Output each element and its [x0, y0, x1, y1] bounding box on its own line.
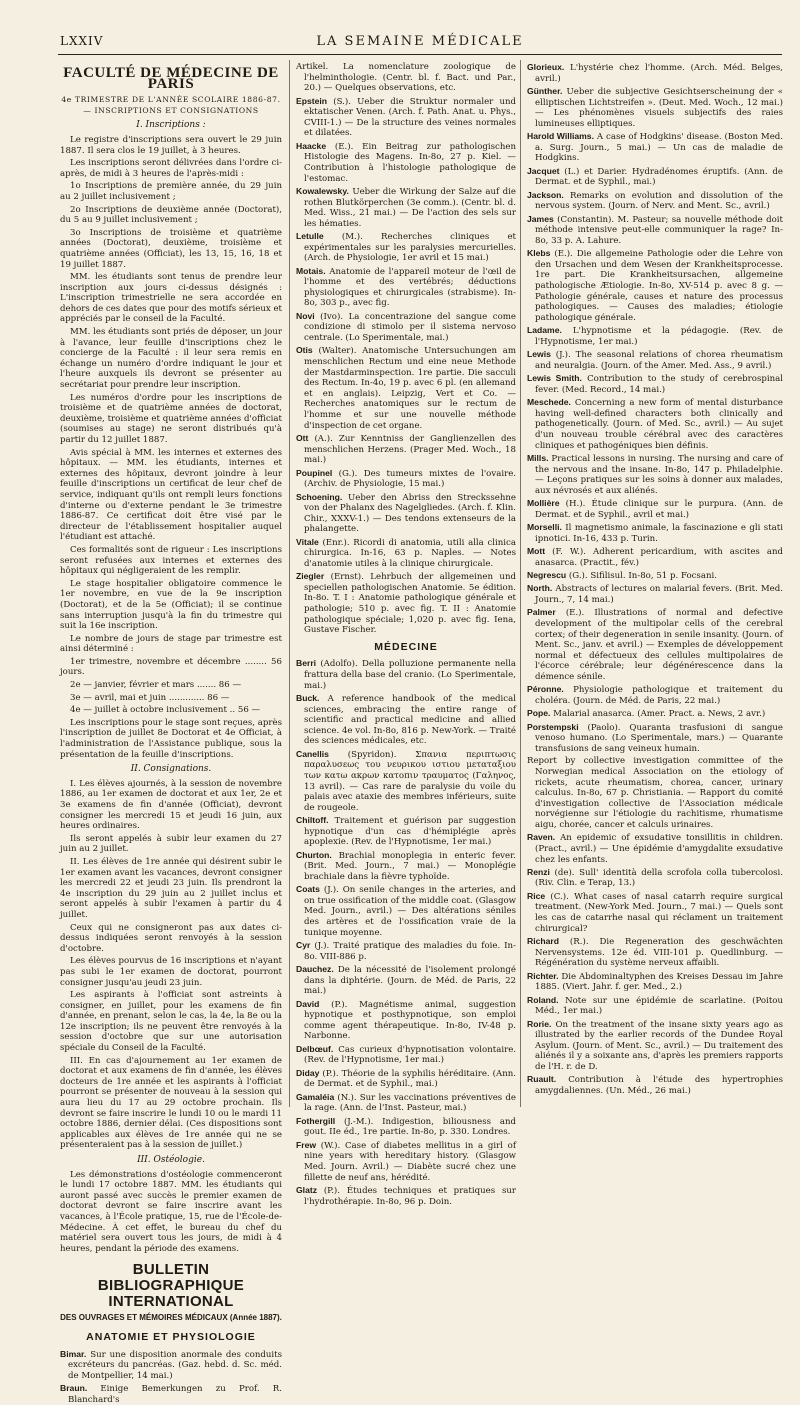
bibliography-entry — [296, 492, 516, 535]
entry-text: (P.). Théorie de la syphilis héréditaire. (Ann. de Dermat. et de Syphil., mai.) — [304, 1068, 516, 1090]
paragraph: I. Les élèves ajournés, à la session de novembre 1886, au 1er examen de doctorat et aux 1er, 2e et 3e examens de fin d'année (Officiat), devront consigner les mercredi 15 et jeudi 16 juin, aux heures ordinaires. — [60, 778, 282, 832]
entry-author: Dauchez. — [296, 964, 334, 975]
bibliography-entry — [527, 684, 783, 706]
entry-author: Gamaléia — [296, 1091, 335, 1102]
entry-author: Vitale — [296, 536, 319, 547]
entry-author: David — [296, 998, 320, 1009]
paragraph: Les inscriptions pour le stage sont reçues, après l'inscription de juillet 8e Doctorat et 4e Officiat, à l'administration de l'Assistance publique, sous la présentation de la feuille d'inscriptions. — [60, 717, 282, 760]
paragraph: MM. les étudiants sont tenus de prendre leur inscription aux jours ci-dessus désignés : L'inscription trimestrielle ne sera accordée en dehors de ces dates que pour des motifs sérieux et appréciés par le conseil de la Faculté. — [60, 272, 282, 325]
paragraph: Le stage hospitalier obligatoire commence le 1er novembre, en vue de la 9e inscription (Doctorat), et de la 5e (Officiat); il se continue sans interruption jusqu'à la fin du trimestre qui suit la 16e inscription. — [60, 578, 282, 632]
entry-text: A case of Hodgkins' disease. (Boston Med. a. Surg. Journ., 5 mai.) — Un cas de maladie de Hodgkins. — [535, 132, 784, 164]
entry-author: Poupinel — [296, 467, 333, 478]
paragraph: 2e — janvier, février et mars ....... 86 — — [70, 680, 242, 691]
entry-author: Rorie. — [527, 1018, 552, 1029]
running-head — [60, 34, 780, 52]
entry-author: Roland. — [527, 994, 559, 1005]
entry-text: (C.). What cases of nasal catarrh require surgical treatment. (New-York Med. Journ., 7 mai.) — Quels sont les cas de catarrhe nasal qui réclament un traitement chirurgical? — [535, 891, 783, 934]
entry-text: Ueber die Wirkung der Salze auf die rothen Blutkörperchen (3e comm.). (Centr. bl. d. Med. Wiss., 21 mai.) — De l'action des sels sur les hématies. — [304, 186, 517, 229]
bibliography-entry — [527, 498, 783, 520]
entry-author: Pope. — [527, 708, 551, 719]
bibliography-entry — [527, 722, 783, 755]
entry-author: Cyr — [296, 940, 311, 951]
entry-author: Ott — [296, 432, 309, 443]
entry-text: L'hystérie chez l'homme. (Arch. Méd. Belges, avril.) — [535, 63, 783, 84]
entry-text: Ueber die subjective Gesichtserscheinung der « elliptischen Lichtstreifen ». (Deut. Med. Woch., 12 mai.) — Les phénomènes visuels subjectifs des raies lumineuses elliptiques. — [535, 86, 783, 129]
bibliography-entry — [527, 131, 783, 164]
entry-author: Buck. — [296, 693, 320, 704]
entry-author: Epstein — [296, 95, 328, 106]
bibliography-entry — [296, 468, 516, 490]
entry-author: Otis — [296, 345, 313, 356]
bibliography-entry — [527, 214, 783, 247]
entry-author: Berri — [296, 658, 317, 669]
column-rule — [289, 60, 290, 1107]
entry-text: Einige Bemerkungen zu Prof. R. Blanchard's — [68, 1384, 282, 1405]
entry-author: Mott — [527, 546, 546, 557]
bibliography-entry — [527, 349, 783, 371]
middle-column — [296, 62, 517, 1207]
entry-author: Chiltoff. — [296, 815, 329, 826]
entry-text: (E.). Ein Beitrag zur pathologischen Histologie des Magens. In-8o, 27 p. Kiel. — Contribution à l'histologie pathologique de l'estomac. — [304, 141, 516, 184]
bibliography-entry — [296, 345, 516, 431]
entry-text: (J.). Traité pratique des maladies du foie. In-8o. VIII-886 p. — [304, 941, 516, 962]
right-column — [527, 62, 783, 1111]
bibliography-entry — [527, 546, 783, 568]
entry-text: Traitement et guérison par suggestion hypnotique d'un cas d'hémiplégie après apoplexie. (Rev. de l'Hypnotisme, 1er mai.) — [304, 816, 517, 848]
bibliography-entry — [296, 433, 516, 466]
bibliography-entry — [296, 1116, 516, 1138]
bibliography-entry — [527, 453, 783, 496]
entry-author: Bimar. — [60, 1348, 87, 1359]
paragraph: Les démonstrations d'ostéologie commenceront le lundi 17 octobre 1887. MM. les étudiants qui auront passé avec succès le premier examen de doctorat devront se faire inscrire avant les vacances, à l'École pratique, 15, rue de l'École-de-Médecine. À cet effet, le bureau du chef du matériel sera ouvert tous les jours, de midi à 4 heures, pendant la période des examens. — [60, 1169, 282, 1254]
bibliography-entry — [296, 1140, 516, 1183]
entry-text: De la nécessité de l'isolement prolongé dans la diphtérie. (Journ. de Méd. de Paris, 22 mai.) — [304, 965, 516, 997]
entry-author: Richard — [527, 936, 559, 947]
bibliography-entry — [296, 571, 516, 636]
bibliography-entry — [296, 62, 516, 94]
bibliography-entry — [527, 62, 783, 84]
entry-text: Die Abdominaltyphen des Kreises Dessau im Jahre 1885. (Viert. Jahr. f. ger. Med., 2.) — [535, 971, 783, 993]
entry-text: Brachial monoplegia in enteric fever. (Brit. Med. Journ., 7 mai.) — Monoplégie brachiale dans la fièvre typhoïde. — [304, 850, 516, 882]
bibliography-entry — [527, 867, 783, 889]
entry-text: L'hypnotisme et la pédagogie. (Rev. de l'Hypnotisme, 1er mai.) — [535, 326, 783, 347]
entry-author: Braun. — [60, 1383, 88, 1394]
bibliography-entry — [527, 891, 783, 934]
entry-text: (Spyridon). Σπανια περιπτωσις παραλυσεως του νευρικου ιστιου μεταταξιου των κατω ακρων κατοπιν τραυματος (Γαληνος, 13 avril). — Cas rare de paralysie du voile du palais avec ataxie des membres inférieurs, suite de rougeole. — [304, 749, 516, 813]
entry-text: Contribution à l'étude des hypertrophies amygdaliennes. (Un. Méd., 26 mai.) — [535, 1075, 784, 1096]
entry-text: On the treatment of the insane sixty years ago as illustrated by the earlier records of the Dundee Royal Asylum. (Journ. of Ment. Sc., avril.) — Du traitement des aliénés il y a soixante ans, d'après les premiers rapports de l'H. r. de D. — [535, 1019, 784, 1072]
bibliography-entry — [296, 815, 516, 848]
entry-author: Richter. — [527, 970, 559, 981]
bibliography-entry — [296, 1092, 516, 1114]
rubric-heading: ANATOMIE ET PHYSIOLOGIE — [86, 1330, 256, 1343]
entry-author: Porstempski — [527, 721, 579, 732]
entry-text: Report by collective investigation committee of the Norwegian medical Association on the etiology of rickets, acute rheumatism, chorea, cancer, urinary calculus. In-8o, 67 p. Christiania. — Rapport du comité d'investigation collective de l'Association médicale norvégienne sur l'étiologie du rachitisme, rhumatisme aigu, chorée, cancer et calculs urinaires. — [527, 756, 783, 830]
paragraph: III. En cas d'ajournement au 1er examen de doctorat et aux examens de fin d'année, les élèves docteurs de 1re année et les aspirants à l'officiat pourront se présenter de nouveau à la session qui aura lieu du 17 au 29 octobre prochain. Ils devront se faire inscrire le lundi 10 ou le mardi 11 octobre 1886, dernier délai. (Ces dispositions sont applicables aux élèves de 1re année qui ne se présenteraient pas à la session de juillet.) — [60, 1055, 282, 1151]
entry-author: Lewis Smith. — [527, 373, 582, 384]
entry-text: (Ivo). La concentrazione del sangue come condizione di stimolo per il sistema nervoso centrale. (Lo Sperimentale, mai.) — [304, 311, 517, 344]
entry-text: (G.). Sifilisul. In-8o, 51 p. Focsani. — [568, 571, 717, 582]
entry-text: (J.). On senile changes in the arteries, and on true ossification of the middle coat. (Glasgow Med. Journ., avril.) — Des altérations séniles des artères et de l'ossification vraie de la tunique moyenne. — [304, 885, 516, 938]
entry-author: Meschede. — [527, 397, 571, 408]
entry-text: An epidemic of exsudative tonsillitis in children. (Pract., avril.) — Une épidémie d'amygdalite exsudative chez les enfants. — [535, 833, 784, 865]
entry-author: Günther. — [527, 85, 563, 96]
entry-author: Palmer — [527, 607, 556, 618]
bibliography-entry — [527, 570, 783, 582]
entry-author: Negrescu — [527, 570, 567, 581]
entry-author: Coats — [296, 884, 320, 895]
bibliography-entry — [296, 537, 516, 570]
entry-text: (G.). Des tumeurs mixtes de l'ovaire. (Archiv. de Physiologie, 15 mai.) — [304, 468, 517, 490]
bibliography-list — [60, 1349, 282, 1405]
bibliography-entry — [296, 749, 516, 814]
bibliography-entry — [296, 658, 516, 691]
bibliography-entry — [296, 884, 516, 938]
bulletin-subtitle: DES OUVRAGES ET MÉMOIRES MÉDICAUX (Année 1887). — [60, 1313, 282, 1323]
entry-text: (W.). Case of diabetes mellitus in a girl of nine years with hereditary history. (Glasgow Med. Journ. Avril.) — Diabète sucré chez une fillette de neuf ans, hérédité. — [304, 1140, 517, 1183]
header-rule — [58, 54, 782, 55]
entry-author: Raven. — [527, 832, 556, 843]
bibliography-entry — [296, 266, 516, 309]
paragraph: 1er trimestre, novembre et décembre ........ 56 jours. — [60, 656, 282, 678]
left-column — [60, 62, 282, 1405]
bibliography-entry — [296, 1185, 516, 1207]
section-heading: I. Inscriptions : — [136, 120, 206, 131]
bibliography-list — [296, 62, 516, 636]
entry-text: Practical lessons in nursing. The nursing and care of the nervous and the insane. In-8o, 147 p. Philadelphie. — Leçons pratiques sur les soins à donner aux malades, aux névrosés et aux aliénés. — [535, 453, 783, 496]
entry-author: Churton. — [296, 849, 332, 860]
bibliography-entry — [527, 190, 783, 212]
entry-author: Kowalewsky. — [296, 185, 349, 196]
paragraph: MM. les étudiants sont priés de déposer, un jour à l'avance, leur feuille d'inscriptions chez le concierge de la Faculté : il leur sera remis en échange un numéro d'ordre indiquant le jour et l'heure auxquels ils devront se présenter au secrétariat pour prendre leur inscription. — [60, 327, 282, 391]
bibliography-entry — [527, 832, 783, 865]
entry-author: Glorieux. — [527, 62, 565, 72]
entry-author: Novi — [296, 310, 315, 321]
entry-text: (Adolfo). Della polluzione permanente nella frattura della base del cranio. (Lo Sperimentale, mai.) — [304, 659, 516, 691]
bibliography-list — [527, 62, 783, 1097]
bibliography-entry — [527, 373, 783, 395]
bibliography-entry — [527, 756, 783, 830]
bibliography-entry — [527, 325, 783, 347]
entry-text: (R.). Die Regeneration des geschwächten Nervensystems. 12e éd. VIII-101 p. Quedlinburg. — Régénération du système nerveux affaibli. — [535, 937, 783, 969]
paragraph: Les élèves pourvus de 16 inscriptions et n'ayant pas subi le 1er examen de doctorat, pourront consigner jusqu'au jeudi 23 juin. — [60, 956, 282, 988]
entry-author: Fothergill — [296, 1115, 336, 1126]
bibliography-entry — [527, 936, 783, 969]
bibliography-entry — [296, 1068, 516, 1090]
bibliography-entry — [527, 607, 783, 682]
entry-text: (Enr.). Ricordi di anatomia, utili alla clinica chirurgica. In-16, 63 p. Naples. — Notes d'anatomie utiles à la clinique chirurgicale. — [304, 537, 516, 569]
entry-text: (H.). Étude clinique sur le purpura. (Ann. de Dermat. et de Syphil., avril et mai.) — [535, 499, 784, 520]
bibliography-entry — [527, 1019, 783, 1073]
entry-author: Motais. — [296, 265, 326, 276]
bibliography-entry — [527, 166, 783, 188]
rubric-heading: MÉDECINE — [374, 640, 438, 653]
entry-text: Sur une disposition anormale des conduits excréteurs du pancréas. (Gaz. hebd. d. Sc. méd. de Montpellier, 14 mai.) — [68, 1349, 282, 1381]
bibliography-entry — [296, 940, 516, 962]
entry-text: Artikel. La nomenclature zoologique de l'helminthologie. (Centr. bl. f. Bact. und Par., 20.) — Quelques observations, etc. — [296, 62, 516, 94]
entry-text: (M.). Recherches cliniques et expérimentales sur les paralysies mercurielles. (Arch. de Physiologie, 1er avril et 15 mai.) — [304, 232, 516, 264]
entry-author: Péronne. — [527, 684, 564, 695]
bibliography-entry — [60, 1383, 282, 1405]
entry-author: Schoening. — [296, 491, 343, 502]
entry-author: Canellis — [296, 748, 329, 759]
entry-text: Anatomie de l'appareil moteur de l'œil de l'homme et des vertébrés; déductions physiologiques et chirurgicales (strabisme). In-8o, 303 p., avec fig. — [304, 266, 516, 309]
column-rule — [520, 60, 521, 1107]
entry-author: Jackson. — [527, 189, 564, 200]
bibliography-entry — [527, 995, 783, 1017]
entry-author: Letulle — [296, 231, 324, 242]
entry-author: Renzi — [527, 866, 550, 877]
entry-author: Delbœuf. — [296, 1043, 334, 1054]
paragraph: Ceux qui ne consigneront pas aux dates ci-dessus indiquées seront renvoyés à la session d'octobre. — [60, 922, 282, 954]
entry-author: Ziegler — [296, 571, 325, 582]
section-heading: II. Consignations. — [130, 764, 212, 775]
entry-text: (A.). Zur Kenntniss der Ganglienzellen des menschlichen Herzens. (Prager Med. Woch., 18 mai.) — [304, 433, 516, 466]
entry-author: Klebs — [527, 248, 551, 259]
consignations-text — [60, 779, 282, 1151]
paragraph: 3o Inscriptions de troisième et quatrième années (Doctorat), deuxième, troisième et quatrième années (Officiat), les 13, 15, 16, 18 et 19 juillet 1887. — [60, 227, 282, 270]
bibliography-entry — [527, 1074, 783, 1096]
bibliography-entry — [527, 248, 783, 323]
entry-author: Morselli. — [527, 522, 562, 533]
entry-text: (Walter). Anatomische Untersuchungen am menschlichen Rectum und eine neue Methode der Mastdarminspection. 1re partie. Die sacculi des Rectum. In-4o, 19 p. avec 6 pl. (en allemand et en anglais). Leipzig, Vert et Co. — Recherches anatomiques sur le rectum de l'homme et sur une nouvelle méthode d'inspection de cet organe. — [304, 346, 517, 431]
bulletin-title: BULLETIN BIBLIOGRAPHIQUE INTERNATIONAL — [97, 1261, 245, 1311]
entry-text: (Paolo). Quaranta trasfusioni di sangue venoso humano. (Lo Sperimentale, mars.) — Quarante transfusions de sang veineux humain. — [535, 722, 783, 754]
bibliography-list — [296, 658, 516, 1207]
faculty-subtitle: 4e TRIMESTRE DE L'ANNÉE SCOLAIRE 1886-87. — INSCRIPTIONS ET CONSIGNATIONS — [61, 95, 281, 115]
entry-text: (E.). Die allgemeine Pathologie oder die Lehre von den Ursachen und dem Wesen der Krankheitsprocesse. 1re part. Die Krankheitsursachen, allgemeine pathologische Ætiologie. In-8o, XV-514 p. avec 8 g. — Pathologie générale, causes et nature des processus pathologiques. — Causes des maladies; étiologie pathologique générale. — [535, 249, 784, 323]
entry-text: Il magnetismo animale, la fascinazione e gli stati ipnotici. In-16, 433 p. Turin. — [535, 523, 783, 544]
bibliography-entry — [296, 311, 516, 344]
bibliography-entry — [296, 850, 516, 883]
paragraph: II. Les élèves de 1re année qui désirent subir le 1er examen avant les vacances, devront consigner les mercredi 22 et jeudi 23 juin. Ils prendront la 4e inscription du 29 juin au 2 juillet inclus et seront appelés à subir l'examen à partir du 4 juillet. — [60, 856, 282, 920]
page-folio: LXXIV — [60, 34, 104, 48]
paragraph: Les aspirants à l'officiat sont astreints à consigner, en juillet, pour les examens de fin d'année, en prenant, selon le cas, la 4e, la 8e ou la 12e inscription; ils ne peuvent être renvoyés à la session d'octobre que sur une autorisation spéciale du Conseil de la Faculté. — [60, 990, 282, 1054]
entry-author: Harold Williams. — [527, 131, 594, 142]
paragraph: Avis spécial à MM. les internes et externes des hôpitaux. — MM. les étudiants, internes et externes des hôpitaux, devront joindre à leur feuille d'inscriptions un certificat de leur chef de service, indiquant qu'ils ont rempli leurs fonctions d'interne ou d'externe pendant le 3e trimestre 1886-87. Ce certificat doit être visé par le directeur de l'établissement hospitalier auquel l'étudiant est attaché. — [60, 447, 282, 543]
paragraph: 2o Inscriptions de deuxième année (Doctorat), du 5 au 9 juillet inclusivement ; — [60, 204, 282, 226]
entry-author: Haacke — [296, 140, 327, 151]
entry-text: A reference handbook of the medical sciences, embracing the entire range of scientific and practical medicine and allied science. 4e vol. In-8o, 816 p. New-York. — Traité des sciences médicales, etc. — [304, 694, 516, 747]
faculty-title: FACULTÉ DE MÉDECINE DE PARIS — [63, 65, 279, 92]
bibliography-entry — [296, 231, 516, 264]
bibliography-entry — [296, 693, 516, 747]
entry-text: (S.). Ueber die Struktur normaler und ektatischer Venen. (Arch. f. Path. Anat. u. Phys., CVIII-1.) — De la structure des veines normales et dilatées. — [304, 96, 517, 139]
entry-text: (F. W.). Adherent pericardium, with ascites and anasarca. (Practit., fév.) — [535, 547, 784, 568]
paragraph: Le nombre de jours de stage par trimestre est ainsi déterminé : — [60, 633, 282, 655]
bibliography-entry — [296, 141, 516, 184]
paragraph: 4e — juillet à octobre inclusivement .. 56 — — [70, 705, 261, 716]
entry-text: (P.). Magnétisme animal, suggestion hypnotique et posthypnotique, son emploi comme agent thérapeutique. In-8o, IV-48 p. Narbonne. — [304, 999, 516, 1042]
bibliography-entry — [527, 397, 783, 451]
paragraph: Les inscriptions seront délivrées dans l'ordre ci-après, de midi à 3 heures de l'après-midi : — [60, 158, 282, 179]
bibliography-entry — [527, 522, 783, 544]
entry-text: Physiologie pathologique et traitement du choléra. (Journ. de Méd. de Paris, 22 mai.) — [535, 685, 783, 706]
entry-author: Mollière — [527, 498, 560, 509]
inscriptions-text — [60, 135, 282, 760]
entry-text: (J.). The seasonal relations of chorea rheumatism and neuralgia. (Journ. of the Amer. Med. Ass., 9 avril.) — [535, 350, 783, 371]
entry-text: Remarks on evolution and dissolution of the nervous system. (Journ. of Nerv. and Ment. Sc., avril.) — [535, 190, 783, 212]
entry-author: Ruault. — [527, 1074, 557, 1085]
entry-author: Diday — [296, 1067, 320, 1078]
entry-author: Ladame. — [527, 325, 562, 336]
entry-text: Contribution to the study of cerebrospinal fever. (Med. Record., 14 mai.) — [535, 374, 784, 395]
entry-author: Frew — [296, 1139, 317, 1150]
entry-text: Cas curieux d'hypnotisation volontaire. (Rev. de l'Hypnotisme, 1er mai.) — [304, 1044, 517, 1066]
entry-text: (Constantin). M. Pasteur; sa nouvelle méthode doit méthode intensive peut-elle communiquer la rage? In-8o, 33 p. A. Lahure. — [535, 214, 784, 246]
entry-text: Note sur une épidémie de scarlatine. (Poitou Méd., 1er mai.) — [535, 995, 783, 1017]
bibliography-entry — [296, 96, 516, 139]
entry-text: (E.). Illustrations of normal and defective development of the multipolar cells of the cerebral cortex; of their degeneration in senile insanity. (Journ. of Ment. Sc., janv. et avril.) — Exemples de développement normal et défectueux des cellules multipolaires de l'écorce cérébrale; leur dégénérescence dans la démence sénile. — [535, 608, 784, 683]
paragraph: 1o Inscriptions de première année, du 29 juin au 2 juillet inclusivement ; — [60, 181, 282, 202]
entry-text: (Ernst). Lehrbuch der allgemeinen und speciellen pathologischen Anatomie. 5e édition. In-8o. T. I : Anatomie pathologique générale et pathologie; 510 p. avec fig. T. II : Anatomie pathologique spéciale; 1,020 p. avec fig. Iena, Gustave Fischer. — [304, 572, 516, 636]
bibliography-entry — [296, 964, 516, 997]
entry-text: Concerning a new form of mental disturbance having well-defined characters both clinically and pathogenetically. (Journ. of Med. Sc., avril.) — Au sujet d'un nouveau trouble cérébral avec des caractères cliniques et pathogéniques bien définis. — [535, 398, 783, 451]
entry-text: (N.). Sur les vaccinations préventives de la rage. (Ann. de l'Inst. Pasteur, mai.) — [304, 1092, 516, 1114]
entry-text: (P.). Études techniques et pratiques sur l'hydrothérapie. In-8o, 96 p. Doin. — [304, 1185, 516, 1207]
bibliography-entry — [527, 971, 783, 993]
bibliography-entry — [296, 1044, 516, 1066]
osteologie-text — [60, 1170, 282, 1255]
entry-text: (J.-M.). Indigestion, biliousness and gout. IIe éd., 1re partie. In-8o, p. 330. Londres. — [304, 1116, 516, 1138]
entry-author: James — [527, 213, 554, 224]
paragraph: Ils seront appelés à subir leur examen du 27 juin au 2 juillet. — [60, 833, 282, 855]
bibliography-entry — [60, 1349, 282, 1382]
paragraph: Le registre d'inscriptions sera ouvert le 29 juin 1887. Il sera clos le 19 juillet, à 3 heures. — [60, 134, 282, 156]
entry-text: (L.) et Darier. Hydradénomes éruptifs. (Ann. de Dermat. et de Syphil., mai.) — [535, 166, 783, 188]
paragraph: Ces formalités sont de rigueur : Les inscriptions seront refusées aux internes et externes des hôpitaux qui négligeraient de les remplir. — [60, 544, 282, 577]
section-heading: III. Ostéologie. — [137, 1155, 205, 1165]
entry-author: Rice — [527, 890, 546, 901]
entry-author: Mills. — [527, 452, 549, 463]
paragraph: Les numéros d'ordre pour les inscriptions de troisième et de quatrième années de doctorat, deuxième, troisième et quatrième années d'officiat (soumises au stage) ne seront distribués qu'à partir du 12 juillet 1887. — [60, 392, 282, 445]
entry-text: Abstracts of lectures on malarial fevers. (Brit. Med. Journ., 7, 14 mai.) — [535, 584, 783, 606]
bibliography-entry — [296, 999, 516, 1042]
entry-author: Jacquet — [527, 165, 560, 176]
bibliography-entry — [296, 186, 516, 229]
entry-author: Lewis — [527, 349, 551, 360]
entry-text: (de). Sull' identità della scrofola colla tubercolosi. (Riv. Clin. e Terap, 13.) — [535, 867, 784, 889]
entry-text: Malarial anasarca. (Amer. Pract. a. News, 2 avr.) — [553, 709, 766, 720]
bibliography-entry — [527, 708, 783, 720]
entry-text: Ueber den Abriss den Streckssehne von der Phalanx des Nagelgliedes. (Arch. f. Klin. Chir., XXXV-1.) — Des tendons extenseurs de la phalangette. — [304, 492, 516, 535]
entry-author: Glatz — [296, 1184, 318, 1195]
paragraph: 3e — avril, mai et juin ............. 86 — — [70, 692, 230, 703]
bibliography-entry — [527, 583, 783, 605]
bibliography-entry — [527, 86, 783, 129]
journal-title: LA SEMAINE MÉDICALE — [316, 34, 524, 49]
entry-author: North. — [527, 583, 553, 594]
